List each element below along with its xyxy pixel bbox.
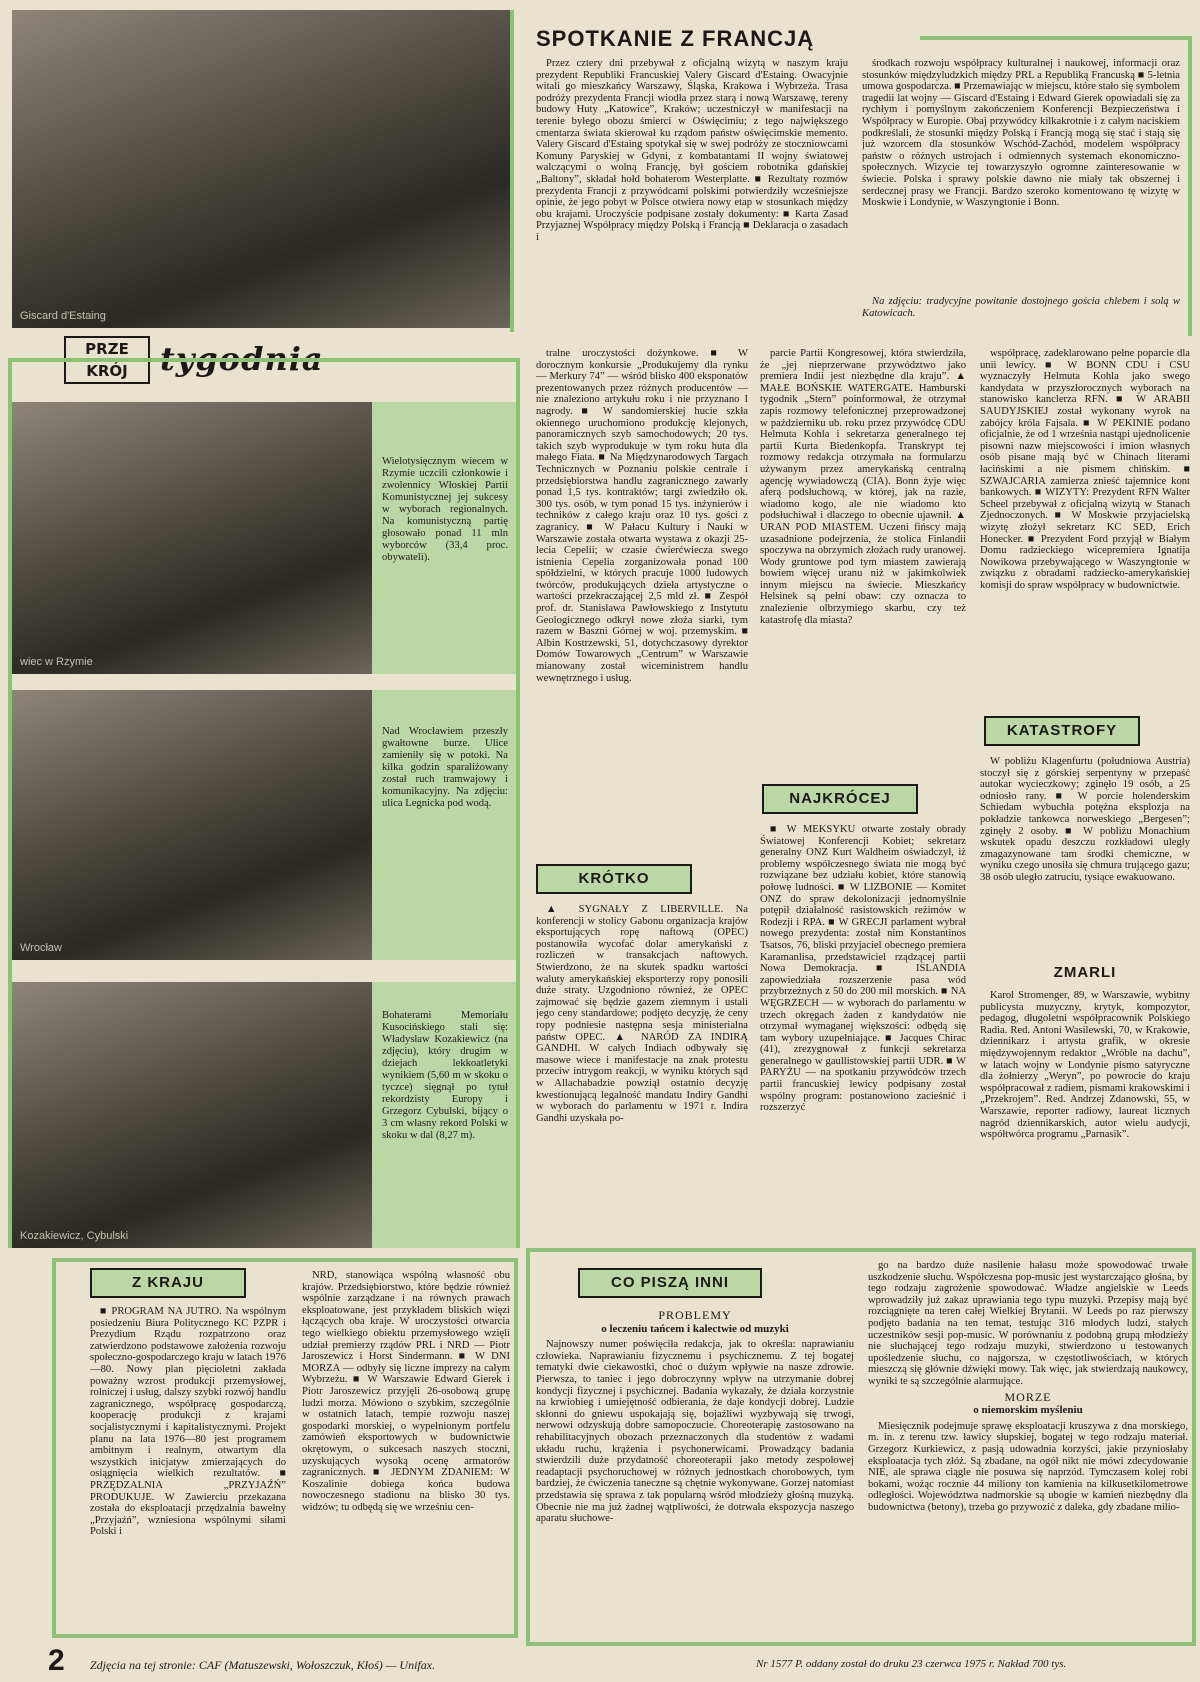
section-zmarli-text: Karol Stromenger, 89, w Warszawie, wybitny publicysta muzyczny, krytyk, kompozytor, pedagog, długoletni współpracownik Polskiego Radia. Red. Antoni Wasilewski, 70, w Krakowie, dziennikarz i artysta grafik, w okresie międzywojennym redaktor „Wróble na dachu”, w latach wojny w Londynie pismo satyryczne dla żołnierzy „Weryn”, po powrocie do kraju współpracował z radiem, pismami krakowskimi i „Przekrojem”. Red. Andrzej Zdanowski, 55, w Warszawie, reporter radiowy, laureat licznych nagród dziennikarskich, autor wielu audycji, współtwórca programu „Parnasik”. <box>980 990 1190 1141</box>
week-col-b: parcie Partii Kongresowej, która stwierdziła, że „jej nieprzerwane przywództwo jako premiera Indii jest niezbędne dla kraju”. ▲ MAŁE BOŃSKIE WATERGATE. Hamburski tygodnik „Stern” poinformował, że otrzymał zapis rozmowy telefonicznej przeprowadzonej w październiku ub. roku przez przywódcę CDU Helmuta Kohla i sekretarza generalnego tej partii Kurta Biedenkopfa. Transkrypt tej rozmowy redakcja otrzymała na formularzu używanym przez amerykańską centralną agencję wywiadowczą (CIA). Bonn żyje więc aferą podsłuchową, w której, jak na razie, wiadomo kogo, ale nie wiadomo kto podsłuchiwał i dlaczego to obecnie ujawnił. ▲ URAN POD MIASTEM. Uczeni fińscy mają uzasadnione podejrzenia, że stolica Finlandii spoczywa na obrzymich złożach rudy uranowej. Wody gruntowe pod tym miastem zawierają bowiem więcej uranu niż w jakimkolwiek innym miejscu na świecie. Mieszkańcy Helsinek są pełni obaw: czy oznacza to znalezienie olbrzymiego skarbu, czy też katastrofę dla miasta? <box>760 348 966 626</box>
przekroj-logo: PRZE KRÓJ <box>64 336 150 384</box>
page-title: SPOTKANIE Z FRANCJĄ <box>536 26 815 51</box>
section-co-pisza-title: CO PISZĄ INNI <box>578 1268 762 1298</box>
z-kraju-col2: NRD, stanowiąca wspólną własność obu krajów. Przedsiębiorstwo, które będzie również wspólnie zarządzane i na równych prawach eksploatowane, jest przykładem bliskich więzi łączących oba kraje. W uroczystości otwarcia tego wielkiego obiektu przemysłowego wzięli udział premierzy rządów PRL i NRD — Piotr Jaroszewicz i Horst Sindermann. ■ W DNI MORZA — odbyły się liczne imprezy na całym Wybrzeżu. ■ W Warszawie Edward Gierek i Piotr Jaroszewicz przyjęli 26-osobową grupę ludzi morza. Mówiono o szybkim, szczególnie w ostatnich latach, tempie rozwoju naszej gospodarki morskiej, o wypełnionym portfelu zamówień eksportowych w budownictwie okrętowym, o sukcesach naszych stoczni, uzyskujących wysoką ocenę armatorów zagranicznych. ■ JEDNYM ZDANIEM: W Koszalinie dobiega końca budowa nowoczesnego stadionu na blisko 30 tys. widzów; tu odbędą się we wrześniu cen- <box>302 1270 510 1513</box>
co-pisza-col2: go na bardzo duże nasilenie hałasu może spowodować trwałe uszkodzenie słuchu. Współczesna pop-music jest wystarczająco głośna, by tego rodzaju zagrożenie spowodować. Władze angielskie w Leeds wprowadziły już zakaz uprawiania tego typu muzyki. Przepisy mają być rozciągnięte na teren całej Wielkiej Brytanii. W Leeds po raz pierwszy podjęto badania na ten temat, testując 316 młodych ludzi, stałych uczestników sesji pop-music. W porównaniu z podobną grupą młodzieży nie słuchającej tego rodzaju muzyki, stwierdzono u testowanych upośledzenie słuchu, co najgorsza, w częstotliwościach, w których mieszczą się głównie dźwięki mowy. Tak więc, jak stwierdzają naukowcy, wyniki te są szczególnie alarmujące. MORZE o niemorskim myśleniu Miesięcznik podejmuje sprawę eksploatacji kruszywa z dna morskiego, m. in. z terenu tzw. ławicy słupskiej, bogatej w tego rodzaju materiał. Grzegorz Kurkiewicz, z pasją udowadnia korzyści, jakie przyniosłaby eksploatacja tych złóż. Są zbadane, na ogół nikt nie mówi zdecydowanie NIE, ale sprawa ciągle nie posuwa się naprzód. Tymczasem kolej robi bokami, wożąc rocznie 44 miliony ton kamienia na kilkusetkilometrowe odległości. Województwa nadmorskie są ubogie w kamień niezbędny dla budownictwa (betony), trzeba go przywozić z daleka, gdy zbadane milio- <box>868 1260 1188 1513</box>
tygodnia-script: tygodnia <box>160 340 324 378</box>
z-kraju-col1: ■ PROGRAM NA JUTRO. Na wspólnym posiedzeniu Biura Politycznego KC PZPR i Prezydium Rządu rozpatrzono oraz zatwierdzono podstawowe założenia rozwoju społeczno-gospodarczego kraju w latach 1976—80. Nowy plan pięcioletni zakłada poważny wzrost produkcji przemysłowej, rolniczej i usług, dalszy szybki rozwój handlu zagranicznego, współpracę gospodarczą, kooperację produkcji z krajami socjalistycznymi i kapitalistycznymi. Projekt planu na lata 1976—80 jest programem ambitnym i realnym, otwartym dla wszystkich inicjatyw zmierzających do osiągnięcia wielkich rezultatów. ■ PRZĘDZALNIA „PRZYJAŹŃ” PRODUKUJE. W Zawierciu przekazana została do eksploatacji przędzalnia bawełny „Przyjaźń”, wzniesiona wspólnymi siłami Polski i <box>90 1306 286 1538</box>
co-pisza-sub2b: o niemorskim myśleniu <box>973 1404 1083 1417</box>
caption-athletes: Bohaterami Memoriału Kusocińskiego stali się: Władysław Kozakiewicz (na zdjęciu), który drugim w dziejach lekkoatletyki wynikiem (5,60 m w skoku o tyczce) sięgnął po tytuł rekordzisty Europy i Grzegorz Cybulski, bijący o 3 cm własny rekord Polski w skoku w dal (8,27 m). <box>372 982 516 1248</box>
co-pisza-col1: PROBLEMY o leczeniu tańcem i kalectwie od muzyki Najnowszy numer poświęciła redakcja, jak to określa: naprawianiu człowieka. Naprawianiu fizycznemu i psychicznemu. Z tej bogatej tematyki dwie ciekawostki, choć o dużym wpływie na nasze zdrowie. Pierwsza, to taniec i jego dobroczynny wpływ na utrzymanie dobrej kondycji fizycznej i psychicznej. Badania wykazały, że działa korzystnie na krwiobieg i umiejętność odbierania, że daje kondycji dobrej. Ludzie skłonni do gniewu uspokajają się, bojaźliwi wyzbywają się trwogi, nerwowi odzyskują dobre samopoczucie. Choreoterapię zastosowano na rehabilitacyjnych obozach przeznaczonych dla studentów z wadami układu ruchu, krążenia i psychonerwicami. Prowadzący badania stwierdzili duże przydatność choreoterapii jako metody zespołowej readaptacji psychoruchowej w różnych jednostkach chorobowych, tym bardziej, że ćwiczenia taneczne są chętnie wykonywane. Gorzej natomiast przedstawia się sprawa z tak popularną wśród młodzieży głośną muzyką. Obecnie nie ma już żadnej wątpliwości, że dotrwała ekspozycja naszego aparatu słuchowe- <box>536 1308 854 1525</box>
photo-label: Kozakiewicz, Cybulski <box>20 1230 129 1242</box>
caption-rome-rally: Wielotysięcznym wiecem w Rzymie uczcili członkowie i zwolennicy Włoskiej Partii Komunistycznej jej sukcesy w wyborach regionalnych. Na komunistyczną partię głosowało ponad 11 mln wyborców (33,4 proc. obywateli). <box>372 402 516 674</box>
photo-athletes <box>12 982 372 1248</box>
week-col-c: współpracę, zadeklarowano pełne poparcie dla unii lewicy. ■ W BONN CDU i CSU wyznaczyły Helmuta Kohla jako swego kandydata w przyszłorocznych wyborach na stanowisko kanclerza RFN. ■ W ARABII SAUDYJSKIEJ został wykonany wyrok na zabójcy króla Fajsala. ■ W PEKINIE podano oficjalnie, że od 1 września nastąpi ujednolicenie pisowni nazw miejscowości i imion własnych osób pisane mają być w Chinach literami łacińskimi a nie pismem chińskim. ■ SZWAJCARIA zamierza znieść tajemnice kont bankowych. ■ WIZYTY: Prezydent RFN Walter Scheel przebywał z oficjalną wizytą w Stanach Zjednoczonych. ■ W Moskwie przyjacielską wizytę złożył sekretarz KC SED, Erich Honecker. ■ Prezydent Ford przyjął w Białym Domu radzieckiego wicepremiera Ignatija Nowikowa przebywającego w Waszyngtonie w związku z obradami radziecko-amerykańskiej komisji do spraw współpracy w budownictwie. <box>980 348 1190 591</box>
section-najkrocej-title: NAJKRÓCEJ <box>762 784 918 814</box>
co-pisza-sub2: MORZE <box>1004 1389 1052 1404</box>
print-info: Nr 1577 P. oddany został do druku 23 czerwca 1975 r. Nakład 700 tys. <box>756 1658 1067 1670</box>
section-z-kraju-title: Z KRAJU <box>90 1268 246 1298</box>
section-krotko-title: KRÓTKO <box>536 864 692 894</box>
photo-label: wiec w Rzymie <box>20 656 93 668</box>
photo-border <box>510 10 514 332</box>
page-number: 2 <box>48 1644 65 1677</box>
photo-label: Wrocław <box>20 942 62 954</box>
photo-label: Giscard d'Estaing <box>20 310 106 322</box>
main-article-col2: środkach rozwoju współpracy kulturalnej i naukowej, informacji oraz stosunków międzyludzkich między PRL a Republiką Francuską ■ 5-letnia umowa gospodarcza. ■ Przemawiając w miejscu, które stało się symbolem tragedii lat wojny — Giscard d'Estaing i Edward Gierek opowiadali się za rychłym i pomyślnym zakończeniem Konferencji Bezpieczeństwa i Współpracy w Europie. Obaj przywódcy kilkakrotnie i z całym naciskiem podkreślali, że stosunki między Polską i Francją mogą się stać i stają się już wzorcem dla stosunków Wschód-Zachód, modelem współpracy państw o różnych ustrojach i odmiennych systemach ekonomiczno-społecznych. Wizycie tej towarzyszyło ogromne zainteresowanie w świecie. Polska i sprawy polskie dawno nie miały tak obszernej i serdecznej prasy we Francji. Bardzo szeroko komentowano tę wizytę w Moskwie i Londynie, w Waszyngtonie i Bonn. <box>862 58 1180 209</box>
section-najkrocej-text: ■ W MEKSYKU otwarte zostały obrady Światowej Konferencji Kobiet; sekretarz generalny ONZ Kurt Waldheim oświadczył, iż problemy współczesnego świata nie mogą być rozwiązane bez udziału kobiet, które stanowią połowę ludności. ■ W LIZBONIE — Komitet ONZ do spraw dekolonizacji jednomyślnie potępił działalność rasistowskich reżimów w Rodezji i RPA. ■ W GRECJI parlament wybrał nowego prezydenta: został nim Konstantinos Tsatsos, 76, bliski przyjaciel obecnego premiera Karamanlisa, przedstawiciel rządzącej partii Nowa Demokracja. ■ ISLANDIA zapowiedziała rozszerzenie pasa wód przybrzeżnych z 50 do 200 mil morskich. ■ NA WĘGRZECH — w wyborach do parlamentu w trzech okręgach żaden z kandydatów nie otrzymał wymaganej większości: odbędą się tam wybory uzupełniające. ■ Jacques Chirac (41), zrezygnował z funkcji sekretarza generalnego w gaullistowskiej partii UDR. ■ W PARYŻU — na spotkaniu przywódców trzech partii francuskiej lewicy podpisany został wspólny program: postanowiono zacieśnić i rozszerzyć <box>760 824 966 1114</box>
photo-wroclaw-flood <box>12 690 372 960</box>
photo-giscard-visit <box>12 10 510 328</box>
co-pisza-sub1b: o leczeniu tańcem i kalectwie od muzyki <box>601 1322 789 1335</box>
photo-rome-rally <box>12 402 372 674</box>
section-katastrofy-text: W pobliżu Klagenfurtu (południowa Austria) stoczył się z górskiej serpentyny w przepaść autokar wycieczkowy; zginęło 19 osób, a 25 odniosło rany. ■ W porcie holenderskim Schiedam wybuchła potężna eksplozja na pokładzie tankowca norweskiego „Bergesen”; zginęły 2 osoby. ■ W pobliżu Monachium wskutek opadu deszczu rozkładowi uległy zmagazynowane tam środki chemiczne, w wyniku czego unosiła się chmura trującego gazu; 38 osób uległo zatruciu, tysiące ewakuowano. <box>980 756 1190 883</box>
photo-credit: Zdjęcia na tej stronie: CAF (Matuszewski, Wołoszczuk, Kłoś) — Unifax. <box>90 1658 436 1672</box>
section-krotko-text: ▲ SYGNAŁY Z LIBERVILLE. Na konferencji w stolicy Gabonu organizacja krajów eksportujących ropę naftową (OPEC) postanowiła wycofać dolar amerykański z rozliczeń w transakcjach naftowych. Stwierdzono, że na skutek spadku wartości waluty amerykańskiej eksporterzy ropy ponosili duże straty. Uzgodniono również, że OPEC zajmować się będzie gazem ziemnym i ustali jego ceny standardowe; podjęto decyzję, że ceny ropy podniesie następna sesja ministerialna państw OPEC. ▲ NARÓD ZA INDIRĄ GANDHI. W całych Indiach odbywały się masowe wiece i manifestacje na znak protestu przeciw intrygom reakcji, w wyniku których sąd w Allachabadzie powziął ostatnio decyzję kwestionującą legalność mandatu Indiry Gandhi w wyborach do parlamentu w 1971 r. Indira Gandhi uzyskała po- <box>536 904 748 1124</box>
main-article-col1: Przez cztery dni przebywał z oficjalną wizytą w naszym kraju prezydent Republiki Francuskiej Valery Giscard d'Estaing. Owacyjnie witali go mieszkańcy Warszawy, Śląska, Krakowa i Wybrzeża. Trasa podróży prezydenta Francji wiodła przez starą i nową Warszawę, tereny budowy Huty „Katowice”, Kraków; uczestniczył w manifestacji na terenie byłego obozu śmierci w Oświęcimiu; z tego największego cmentarza świata skierował ku rządom państw oświęcimskie memento. Valery Giscard d'Estaing spotykał się w swej podróży ze stoczniowcami Komuny Paryskiej w Gdyni, z kombatantami II wojny światowej walczącymi o wolną Francję, był gościem robotnika gdańskiej „Baltony”, składał hołd bohaterom Westerplatte. ■ Rezultaty rozmów prezydenta Francji z przywódcami polskimi potwierdziły wcześniejsze opinie, że jego pobyt w Polsce otwiera nowy etap w stosunkach między obu krajami. Uroczyście podpisane zostały dokumenty: ■ Karta Zasad Przyjaznej Współpracy między Polską i Francją ■ Deklaracja o zasadach i <box>536 58 848 243</box>
section-zmarli-title: ZMARLI <box>1053 964 1117 981</box>
right-rule <box>1188 36 1192 336</box>
co-pisza-sub1: PROBLEMY <box>658 1308 732 1322</box>
section-katastrofy-title: KATASTROFY <box>984 716 1140 746</box>
headline-rule <box>920 36 1192 40</box>
caption-wroclaw-flood: Nad Wrocławiem przeszły gwałtowne burze. Ulice zamieniły się w potoki. Na kilka godzin sparaliżowany został ruch tramwajowy i komunikacyjny. Na zdjęciu: ulica Legnicka pod wodą. <box>372 690 516 960</box>
week-col-a: tralne uroczystości dożynkowe. ■ W dorocznym konkursie „Produkujemy dla rynku — Merkury 74” — wśród blisko 400 eksponatów prezentowanych przez różnych producentów — nie znaleziono artykułu roku i nie przyznano I nagrody. ■ W sandomierskiej hucie szkła okiennego uruchomiono produkcję klejonych, panoramicznych szyb samochodowych; 20 tys. takich szyb wyprodukuje w tym roku huta dla małego Fiata. ■ Na Międzynarodowych Targach Technicznych w Poznaniu polskie centrale i przedsiębiorstwa handlu zagranicznego zawarły ponad 1,5 tys. kontraktów; targi zwiedziło ok. 300 tys. osób, w tym ponad 15 tys. inżynierów i techników z całego kraju oraz 10 tys. gości z zagranicy. ■ W Pałacu Kultury i Nauki w Warszawie została otwarta wystawa z okazji 25-lecia Cepelii; w czasie ćwierćwiecza swego istnienia Cepelia zorganizowała ponad 100 spółdzielni, w których pracuje 1000 ludowych twórców, produkujących dzieła artystyczne o wartości przekraczającej 2,5 mld zł. ■ Zespół prof. dr. Stanisława Pawłowskiego z Instytutu Geologicznego odkrył nowe złoża siarki, tym razem w Baszni Górnej w woj. przemyskim. ■ Albin Kostrzewski, 51, dotychczasowy dyrektor Domów Towarowych „Centrum” w Warszawie mianowany został wiceministrem handlu wewnętrznego i usług. <box>536 348 748 684</box>
photo-caption-note: Na zdjęciu: tradycyjne powitanie dostojnego gościa chlebem i solą w Katowicach. <box>862 296 1180 319</box>
